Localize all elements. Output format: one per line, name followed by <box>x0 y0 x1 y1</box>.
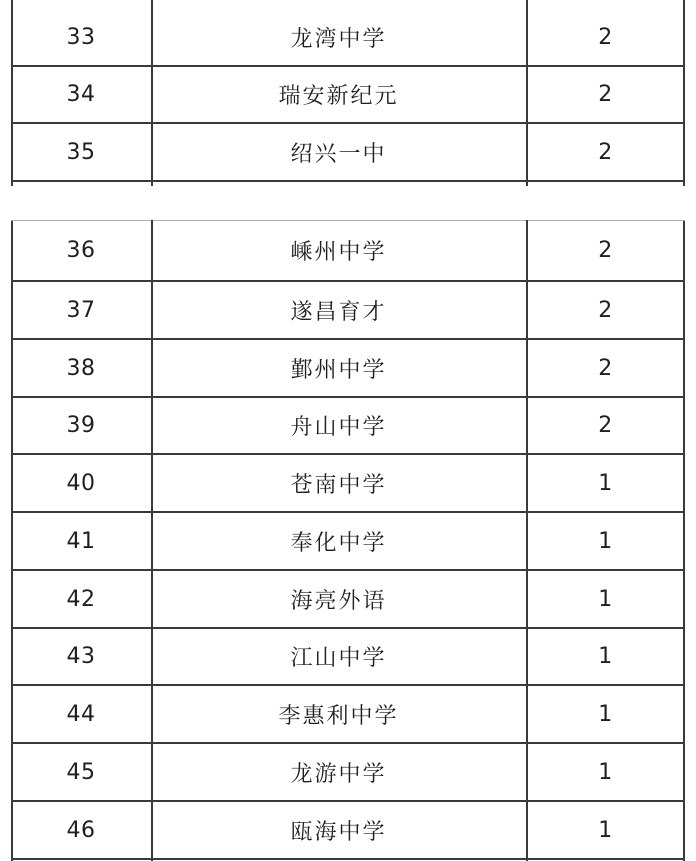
table-row <box>11 571 685 629</box>
rank-cell: 37 <box>66 297 96 323</box>
school-cell: 龙游中学 <box>290 761 387 787</box>
count-cell: 2 <box>598 355 613 381</box>
table-row <box>11 340 685 398</box>
rank-cell: 40 <box>66 470 96 496</box>
count-cell: 2 <box>598 297 613 323</box>
table-row <box>11 686 685 744</box>
table-row <box>11 10 685 67</box>
count-cell: 1 <box>598 470 613 496</box>
table-row <box>11 398 685 455</box>
rank-cell: 36 <box>66 237 96 263</box>
school-cell: 遂昌育才 <box>290 299 387 325</box>
table-row <box>11 744 685 802</box>
count-cell: 2 <box>598 413 613 438</box>
rank-cell: 45 <box>66 759 96 785</box>
table-row <box>11 455 685 513</box>
rank-cell: 34 <box>66 82 96 107</box>
count-cell: 1 <box>598 644 613 669</box>
count-cell: 1 <box>598 701 613 727</box>
table-row <box>11 802 685 860</box>
school-cell: 嵊州中学 <box>290 239 387 265</box>
school-cell: 龙湾中学 <box>290 27 387 52</box>
count-cell: 1 <box>598 759 613 785</box>
school-cell: 李惠利中学 <box>278 703 399 729</box>
school-cell: 海亮外语 <box>290 588 387 614</box>
rank-cell: 33 <box>66 25 96 50</box>
school-cell: 舟山中学 <box>290 415 387 440</box>
school-cell: 瑞安新纪元 <box>278 84 399 109</box>
count-cell: 1 <box>598 817 613 843</box>
school-cell: 绍兴一中 <box>290 141 387 167</box>
table-row <box>11 629 685 686</box>
rank-cell: 41 <box>66 528 96 554</box>
table-row <box>11 67 685 124</box>
table-row <box>11 513 685 571</box>
school-cell: 奉化中学 <box>290 530 387 556</box>
count-cell: 1 <box>598 586 613 612</box>
school-cell: 鄞州中学 <box>290 357 387 383</box>
count-cell: 2 <box>598 139 613 165</box>
rank-cell: 38 <box>66 355 96 381</box>
school-cell: 江山中学 <box>290 646 387 671</box>
rank-cell: 44 <box>66 701 96 727</box>
school-cell: 瓯海中学 <box>290 819 387 845</box>
table-block-2 <box>11 220 685 861</box>
count-cell: 1 <box>598 528 613 554</box>
rank-cell: 43 <box>66 644 96 669</box>
count-cell: 2 <box>598 82 613 107</box>
table-block-1 <box>11 0 685 186</box>
table-row <box>11 220 685 282</box>
count-cell: 2 <box>598 25 613 50</box>
rank-cell: 46 <box>66 817 96 843</box>
table-row <box>11 282 685 340</box>
rank-cell: 42 <box>66 586 96 612</box>
school-cell: 苍南中学 <box>290 472 387 498</box>
rank-cell: 35 <box>66 139 96 165</box>
rank-cell: 39 <box>66 413 96 438</box>
count-cell: 2 <box>598 237 613 263</box>
table-row <box>11 124 685 182</box>
